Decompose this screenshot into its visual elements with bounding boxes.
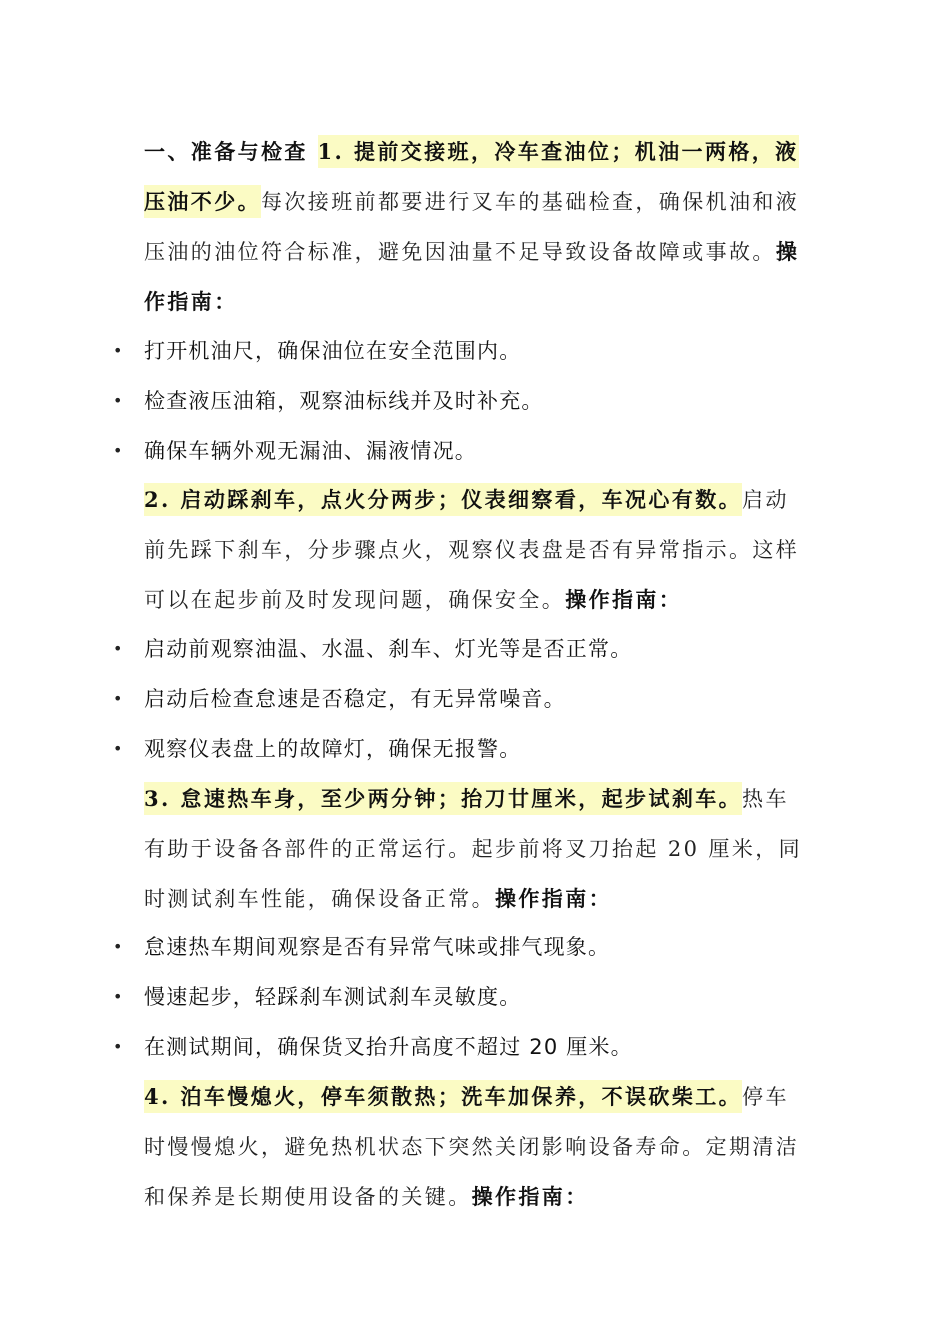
bullet-icon: • [113, 639, 124, 658]
section-3-body: 热车有助于设备各部件的正常运行。起步前将叉刀抬起 20 厘米，同时测试刹车性能，确保设备正常。 [144, 787, 803, 911]
list-item [0, 674, 950, 724]
section-2-guide-label: 操作指南： [565, 587, 683, 612]
bullet-icon: • [113, 987, 124, 1006]
section-3-paragraph [144, 774, 808, 924]
bullet-text: 慢速起步，轻踩刹车测试刹车灵敏度。 [144, 985, 522, 1009]
section-1-bullet-list [0, 326, 950, 476]
section-4-body: 停车时慢慢熄火，避免热机状态下突然关闭影响设备寿命。定期清洁和保养是长期使用设备的关键。 [144, 1085, 800, 1209]
list-item [0, 972, 950, 1022]
list-item [0, 376, 950, 426]
section-2-title: 2. 启动踩刹车，点火分两步；仪表细察看，车况心有数。 [144, 483, 742, 516]
section-1-heading-prefix: 一、准备与检查 [144, 139, 318, 164]
section-1-title: 1. 提前交接班，冷车查油位；机油一两格，液压油不少。 [144, 135, 799, 218]
section-4-paragraph [144, 1072, 808, 1222]
list-item [0, 624, 950, 674]
bullet-text: 在测试期间，确保货叉抬升高度不超过 20 厘米。 [144, 1035, 633, 1059]
bullet-text: 观察仪表盘上的故障灯，确保无报警。 [144, 737, 522, 761]
bullet-icon: • [113, 739, 124, 758]
list-item [0, 426, 950, 476]
list-item [0, 326, 950, 376]
bullet-text: 检查液压油箱，观察油标线并及时补充。 [144, 389, 544, 413]
bullet-icon: • [113, 441, 124, 460]
bullet-text: 怠速热车期间观察是否有异常气味或排气现象。 [144, 935, 611, 959]
list-item [0, 922, 950, 972]
section-1-body: 每次接班前都要进行叉车的基础检查，确保机油和液压油的油位符合标准，避免因油量不足导致设备故障或事故。 [144, 190, 800, 264]
section-2-bullet-list [0, 624, 950, 774]
section-3-guide-label: 操作指南： [495, 886, 612, 911]
bullet-text: 启动后检查怠速是否稳定，有无异常噪音。 [144, 687, 566, 711]
bullet-icon: • [113, 341, 124, 360]
section-2-paragraph [144, 475, 808, 625]
bullet-icon: • [113, 391, 124, 410]
list-item [0, 1022, 950, 1072]
bullet-icon: • [113, 937, 124, 956]
section-1-paragraph [144, 127, 808, 327]
section-2-body: 启动前先踩下刹车，分步骤点火，观察仪表盘是否有异常指示。这样可以在起步前及时发现问题，确保安全。 [144, 488, 800, 612]
section-4-guide-label: 操作指南： [471, 1184, 589, 1209]
bullet-icon: • [113, 689, 124, 708]
list-item [0, 724, 950, 774]
bullet-text: 打开机油尺，确保油位在安全范围内。 [144, 339, 522, 363]
section-4-title: 4. 泊车慢熄火，停车须散热；洗车加保养，不误砍柴工。 [144, 1080, 742, 1113]
bullet-text: 确保车辆外观无漏油、漏液情况。 [144, 439, 477, 463]
bullet-icon: • [113, 1037, 124, 1056]
section-3-title: 3. 怠速热车身，至少两分钟；抬刀廿厘米，起步试刹车。 [144, 782, 742, 815]
section-1-guide-label: 操作指南： [144, 239, 800, 314]
section-3-bullet-list [0, 922, 950, 1072]
bullet-text: 启动前观察油温、水温、刹车、灯光等是否正常。 [144, 637, 633, 661]
